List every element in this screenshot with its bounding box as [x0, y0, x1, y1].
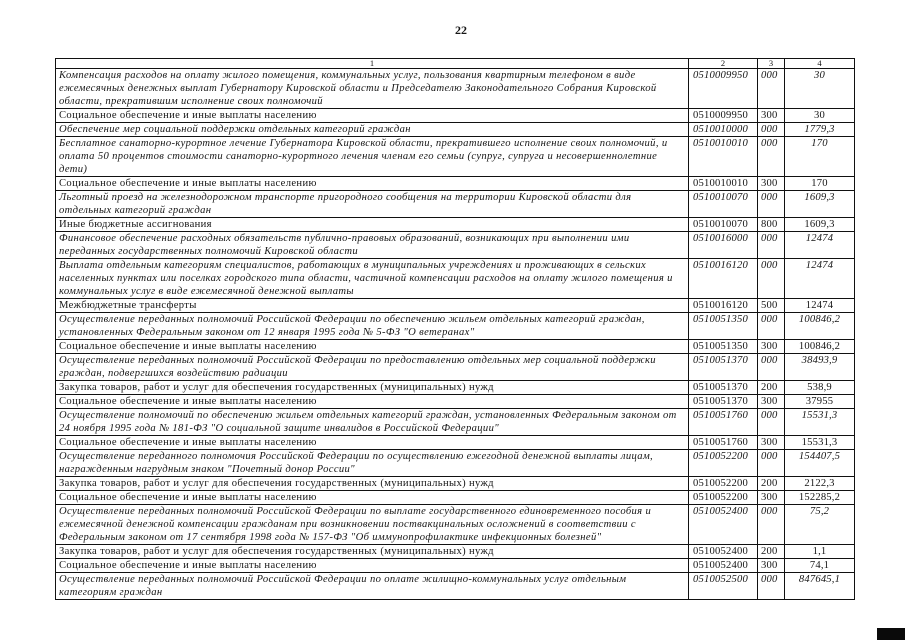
table-row	[56, 218, 855, 232]
row-description-cell: Социальное обеспечение и иные выплаты населению	[56, 340, 689, 354]
target-article-cell: 0510010000	[689, 123, 758, 137]
table-row	[56, 477, 855, 491]
expense-type-cell: 200	[758, 477, 785, 491]
expense-type-cell: 000	[758, 191, 785, 218]
target-article-cell: 0510051370	[689, 354, 758, 381]
expense-type-cell: 000	[758, 354, 785, 381]
expense-type-cell: 300	[758, 491, 785, 505]
target-article-cell: 0510010070	[689, 218, 758, 232]
expense-type-cell: 300	[758, 559, 785, 573]
expense-type-cell: 000	[758, 259, 785, 299]
expense-type-cell: 300	[758, 109, 785, 123]
row-description-cell: Социальное обеспечение и иные выплаты населению	[56, 395, 689, 409]
target-article-cell: 0510009950	[689, 69, 758, 109]
amount-cell: 75,2	[785, 505, 855, 545]
table-row	[56, 573, 855, 600]
row-description-cell: Осуществление переданного полномочия Российской Федерации по осуществлению ежегодной денежной выплаты лицам, награжденным нагрудным знаком "Почетный донор России"	[56, 450, 689, 477]
amount-cell: 15531,3	[785, 409, 855, 436]
row-description-cell: Осуществление переданных полномочий Российской Федерации по выплате государственного единовременного пособия и ежемесячной денежной компенсации гражданам при возникновении поствакцинальных осложнений в соответствии с Федеральным законом от 17 сентября 1998 года № 157-ФЗ "Об иммунопрофилактике инфекционных болезней"	[56, 505, 689, 545]
amount-cell: 12474	[785, 259, 855, 299]
header-cell-2: 2	[689, 59, 758, 69]
expense-type-cell: 300	[758, 436, 785, 450]
expense-type-cell: 200	[758, 381, 785, 395]
target-article-cell: 0510052400	[689, 505, 758, 545]
table-row	[56, 395, 855, 409]
table-row	[56, 191, 855, 218]
amount-cell: 152285,2	[785, 491, 855, 505]
table-row	[56, 340, 855, 354]
table-row	[56, 313, 855, 340]
target-article-cell: 0510010010	[689, 177, 758, 191]
table-row	[56, 491, 855, 505]
expense-type-cell: 300	[758, 177, 785, 191]
target-article-cell: 0510052400	[689, 545, 758, 559]
table-row	[56, 137, 855, 177]
amount-cell: 30	[785, 69, 855, 109]
amount-cell: 170	[785, 137, 855, 177]
amount-cell: 38493,9	[785, 354, 855, 381]
table-row	[56, 409, 855, 436]
row-description-cell: Социальное обеспечение и иные выплаты населению	[56, 109, 689, 123]
amount-cell: 1609,3	[785, 218, 855, 232]
row-description-cell: Социальное обеспечение и иные выплаты населению	[56, 177, 689, 191]
row-description-cell: Иные бюджетные ассигнования	[56, 218, 689, 232]
row-description-cell: Социальное обеспечение и иные выплаты населению	[56, 436, 689, 450]
table-row	[56, 436, 855, 450]
amount-cell: 15531,3	[785, 436, 855, 450]
target-article-cell: 0510016120	[689, 299, 758, 313]
table-row	[56, 123, 855, 137]
row-description-cell: Осуществление полномочий по обеспечению жильем отдельных категорий граждан, установленных Федеральным законом от 24 ноября 1995 года № 181-ФЗ "О социальной защите инвалидов в Российской Федерации"	[56, 409, 689, 436]
table-row	[56, 177, 855, 191]
amount-cell: 847645,1	[785, 573, 855, 600]
scan-mark	[877, 628, 905, 640]
amount-cell: 12474	[785, 299, 855, 313]
row-description-cell: Социальное обеспечение и иные выплаты населению	[56, 559, 689, 573]
target-article-cell: 0510051760	[689, 409, 758, 436]
row-description-cell: Льготный проезд на железнодорожном транспорте пригородного сообщения на территории Кировской области для отдельных категорий граждан	[56, 191, 689, 218]
expense-type-cell: 000	[758, 313, 785, 340]
header-cell-1: 1	[56, 59, 689, 69]
target-article-cell: 0510010070	[689, 191, 758, 218]
expense-type-cell: 000	[758, 69, 785, 109]
target-article-cell: 0510051760	[689, 436, 758, 450]
expense-type-cell: 000	[758, 232, 785, 259]
target-article-cell: 0510051370	[689, 381, 758, 395]
row-description-cell: Закупка товаров, работ и услуг для обеспечения государственных (муниципальных) нужд	[56, 381, 689, 395]
table-row	[56, 299, 855, 313]
amount-cell: 30	[785, 109, 855, 123]
row-description-cell: Социальное обеспечение и иные выплаты населению	[56, 491, 689, 505]
row-description-cell: Осуществление переданных полномочий Российской Федерации по обеспечению жильем отдельных категорий граждан, установленных Федеральным законом от 12 января 1995 года № 5-ФЗ "О ветеранах"	[56, 313, 689, 340]
target-article-cell: 0510010010	[689, 137, 758, 177]
row-description-cell: Обеспечение мер социальной поддержки отдельных категорий граждан	[56, 123, 689, 137]
amount-cell: 2122,3	[785, 477, 855, 491]
target-article-cell: 0510051350	[689, 340, 758, 354]
table-row	[56, 545, 855, 559]
amount-cell: 154407,5	[785, 450, 855, 477]
amount-cell: 100846,2	[785, 340, 855, 354]
expense-type-cell: 300	[758, 340, 785, 354]
row-description-cell: Финансовое обеспечение расходных обязательств публично-правовых образований, возникающих при выполнении ими переданных государственных полномочий Кировской области	[56, 232, 689, 259]
amount-cell: 1,1	[785, 545, 855, 559]
expense-type-cell: 000	[758, 505, 785, 545]
expense-type-cell: 800	[758, 218, 785, 232]
target-article-cell: 0510052500	[689, 573, 758, 600]
table-row	[56, 69, 855, 109]
row-description-cell: Компенсация расходов на оплату жилого помещения, коммунальных услуг, пользования квартирным телефоном в виде ежемесячных денежных выплат Губернатору Кировской области и Председателю Законодательного Собрания Кировской области, прекратившим исполнение своих полномочий	[56, 69, 689, 109]
expense-type-cell: 200	[758, 545, 785, 559]
header-cell-4: 4	[785, 59, 855, 69]
amount-cell: 1609,3	[785, 191, 855, 218]
target-article-cell: 0510052200	[689, 450, 758, 477]
budget-table-body	[56, 69, 855, 600]
expense-type-cell: 000	[758, 573, 785, 600]
target-article-cell: 0510051370	[689, 395, 758, 409]
target-article-cell: 0510009950	[689, 109, 758, 123]
amount-cell: 170	[785, 177, 855, 191]
row-description-cell: Осуществление переданных полномочий Российской Федерации по предоставлению отдельных мер социальной поддержки граждан, подвергшихся воздействию радиации	[56, 354, 689, 381]
table-row	[56, 381, 855, 395]
amount-cell: 1779,3	[785, 123, 855, 137]
target-article-cell: 0510052400	[689, 559, 758, 573]
expense-type-cell: 000	[758, 137, 785, 177]
amount-cell: 100846,2	[785, 313, 855, 340]
amount-cell: 538,9	[785, 381, 855, 395]
budget-table	[55, 58, 855, 600]
table-row	[56, 505, 855, 545]
target-article-cell: 0510051350	[689, 313, 758, 340]
header-row	[56, 59, 855, 69]
row-description-cell: Бесплатное санаторно-курортное лечение Губернатора Кировской области, прекратившего исполнение своих полномочий, и оплата 50 процентов стоимости санаторно-курортного лечения членам его семьи (супруг, супруга и несовершеннолетние дети)	[56, 137, 689, 177]
table-row	[56, 559, 855, 573]
table-row	[56, 232, 855, 259]
table-header	[56, 59, 855, 69]
table-row	[56, 109, 855, 123]
row-description-cell: Закупка товаров, работ и услуг для обеспечения государственных (муниципальных) нужд	[56, 477, 689, 491]
expense-type-cell: 000	[758, 409, 785, 436]
row-description-cell: Межбюджетные трансферты	[56, 299, 689, 313]
expense-type-cell: 000	[758, 450, 785, 477]
page-number: 22	[455, 23, 467, 37]
amount-cell: 37955	[785, 395, 855, 409]
target-article-cell: 0510016000	[689, 232, 758, 259]
row-description-cell: Закупка товаров, работ и услуг для обеспечения государственных (муниципальных) нужд	[56, 545, 689, 559]
table-row	[56, 354, 855, 381]
row-description-cell: Осуществление переданных полномочий Российской Федерации по оплате жилищно-коммунальных услуг отдельным категориям граждан	[56, 573, 689, 600]
row-description-cell: Выплата отдельным категориям специалистов, работающих в муниципальных учреждениях и проживающих в сельских населенных пунктах или поселках городского типа области, частичной компенсации расходов на оплату жилого помещения и коммунальных услуг в виде ежемесячной денежной выплаты	[56, 259, 689, 299]
amount-cell: 12474	[785, 232, 855, 259]
expense-type-cell: 000	[758, 123, 785, 137]
expense-type-cell: 500	[758, 299, 785, 313]
target-article-cell: 0510052200	[689, 477, 758, 491]
header-cell-3: 3	[758, 59, 785, 69]
target-article-cell: 0510016120	[689, 259, 758, 299]
target-article-cell: 0510052200	[689, 491, 758, 505]
amount-cell: 74,1	[785, 559, 855, 573]
expense-type-cell: 300	[758, 395, 785, 409]
table-row	[56, 450, 855, 477]
table-row	[56, 259, 855, 299]
